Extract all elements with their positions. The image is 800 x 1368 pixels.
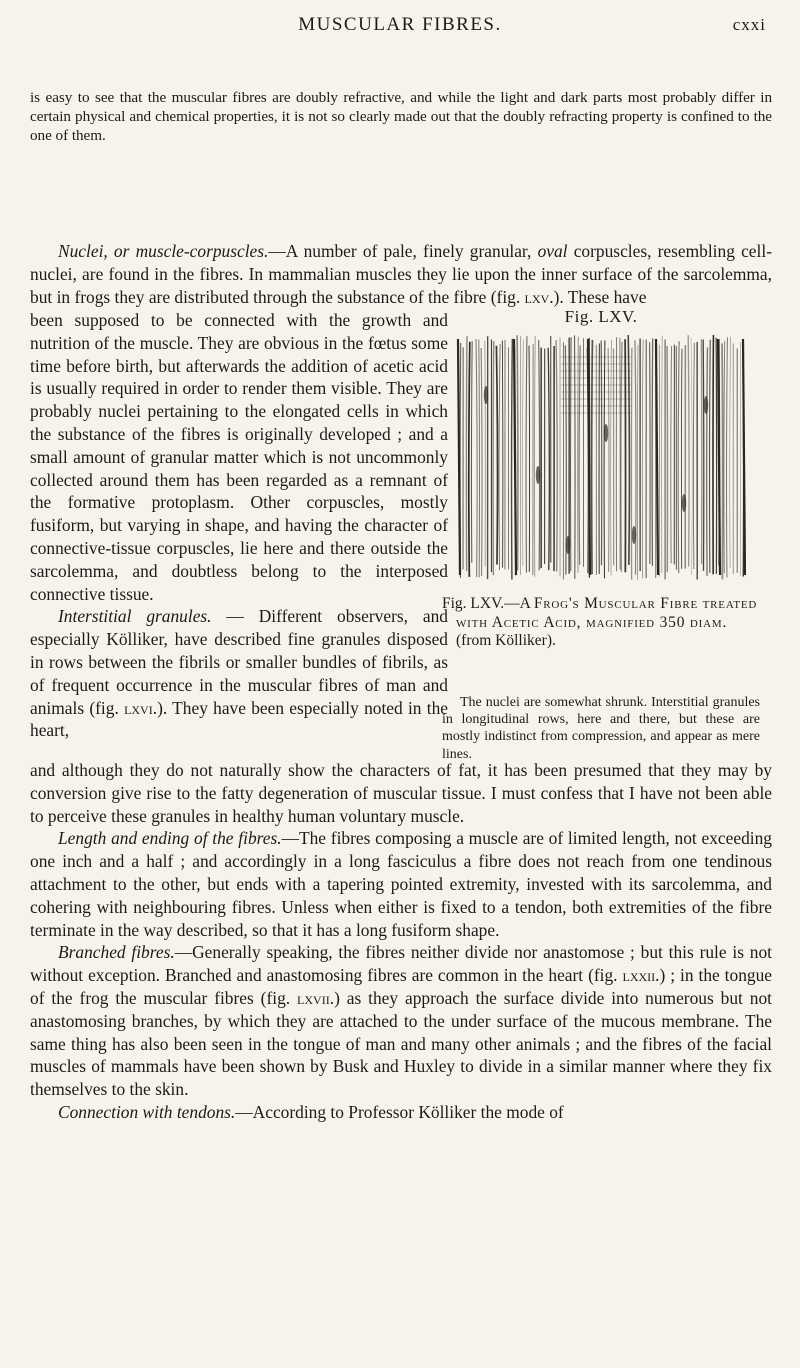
nuclei-text-c: ). These have <box>553 286 647 307</box>
length-heading: Length and ending of the fibres. <box>58 828 282 849</box>
length-text: —The fibres composing a muscle are of limited length, not exceeding one inch and a half ; and accordingly in a long fasciculus a fibre does not reach from one tendinous attachment to the other, but ends with a tapering pointed extremity, invested with its sarcolemma, and cohering with neighbouring fibres. Unless when either is fixed to a tendon, both extremities of the fibre terminate in the way described, so that it has a long fusiform shape. <box>30 828 772 940</box>
nuclei-paragraph <box>30 240 772 308</box>
branched-heading: Branched fibres. <box>58 942 175 963</box>
interstitial-fig-ref: lxvi. <box>124 697 158 718</box>
page-number: cxxi <box>732 15 766 34</box>
caption-small-caps: Frog's Muscular Fibre treated with Acetic Acid, magnified 350 diam. <box>456 595 758 631</box>
nuclei-oval-word: oval <box>537 241 568 261</box>
interstitial-text-b: ). They have been especially noted in the heart, <box>30 697 448 741</box>
nuclei-heading: Nuclei, or muscle-corpuscles. <box>58 241 269 261</box>
branched-text-a: —Generally speaking, the fibres neither divide nor anastomose ; but this rule is not without exception. Branched and anastomosing fibres are common in the heart (fig. <box>30 942 772 986</box>
nuclei-narrow-text: been supposed to be connected with the growth and nutrition of the muscle. They are obvious in the fœtus some time before birth, but afterwards the addition of acetic acid is usually required in order to render them visible. They are probably nuclei pertaining to the elongated cells in which the substance of the fibres is originally developed ; and a small amount of granular matter which is not uncommonly collected around them has been regarded as a remnant of the formative protoplasm. Other corpuscles, mostly fusiform, but varying in shape, and having the character of connective-tissue corpuscles, lie here and there outside the sarcolemma, and doubtless belong to the interposed connective tissue. <box>30 310 448 604</box>
nuclei-text-b: corpuscles, resembling cell-nuclei, are found in the fibres. In mammalian muscles they lie upon the inner surface of the sarcolemma, but in frogs they are distributed through the substance of the fibre (fig. <box>30 241 772 307</box>
interstitial-paragraph <box>30 605 448 742</box>
running-title: MUSCULAR FIBRES. <box>298 14 502 35</box>
figure-caption <box>442 595 760 651</box>
interstitial-text-a: — Different observers, and especially Kölliker, have described fine granules disposed in rows between the fibrils or smaller bundles of fibrils, as of frequent occurrence in the muscular fibres of man and animals (fig. <box>30 606 448 718</box>
figure-note-text: The nuclei are somewhat shrunk. Interstitial granules in longitudinal rows, here and there, but these are mostly indistinct from compression, and appear as mere lines. <box>442 695 760 762</box>
muscle-fibre-illustration <box>456 335 746 580</box>
connection-paragraph <box>30 1101 772 1124</box>
figure-note <box>442 694 760 763</box>
narrow-column <box>30 309 448 742</box>
caption-tail: (from Kölliker). <box>456 632 556 649</box>
branched-text-b: ) ; in the tongue of the frog the muscular fibres (fig. <box>30 965 773 1008</box>
intro-paragraph <box>30 88 772 145</box>
intro-text: is easy to see that the muscular fibres are doubly refractive, and while the light and dark parts most probably differ in certain physical and chemical properties, it is not so clearly made out that the doubly refracting property is confined to the one of them. <box>30 89 772 144</box>
branched-fig-ref-1: lxxii. <box>622 965 660 986</box>
nuclei-text-a: —A number of pale, finely granular, <box>268 241 538 261</box>
nuclei-fig-ref: lxv. <box>524 286 554 307</box>
connection-heading: Connection with tendons. <box>58 1101 236 1122</box>
interstitial-heading: Interstitial granules. <box>58 606 212 627</box>
interstitial-continued: and although they do not naturally show the characters of fat, it has been presumed that they may by conversion give rise to the fatty degeneration of muscular tissue. I must confess that I have not been able to perceive these granules in healthy human voluntary muscle. <box>30 760 772 826</box>
caption-lead: Fig. LXV.—A <box>442 595 534 612</box>
figure-label: Fig. LXV. <box>564 307 638 326</box>
lower-text <box>30 759 772 1124</box>
connection-text: —According to Professor Kölliker the mode of <box>235 1101 564 1122</box>
branched-paragraph <box>30 941 772 1101</box>
branched-text-c: ) as they approach the surface divide into numerous but not anastomosing branches, by which they are attached to the under surface of the mucous membrane. The same thing has also been seen in the tongue of man and many other animals ; and the fibres of the facial muscles of mammals have been shown by Busk and Huxley to divide in a similar manner where they fix themselves to the skin. <box>30 987 772 1100</box>
running-header <box>0 12 800 40</box>
length-paragraph <box>30 827 772 941</box>
branched-fig-ref-2: lxvii. <box>297 987 335 1008</box>
